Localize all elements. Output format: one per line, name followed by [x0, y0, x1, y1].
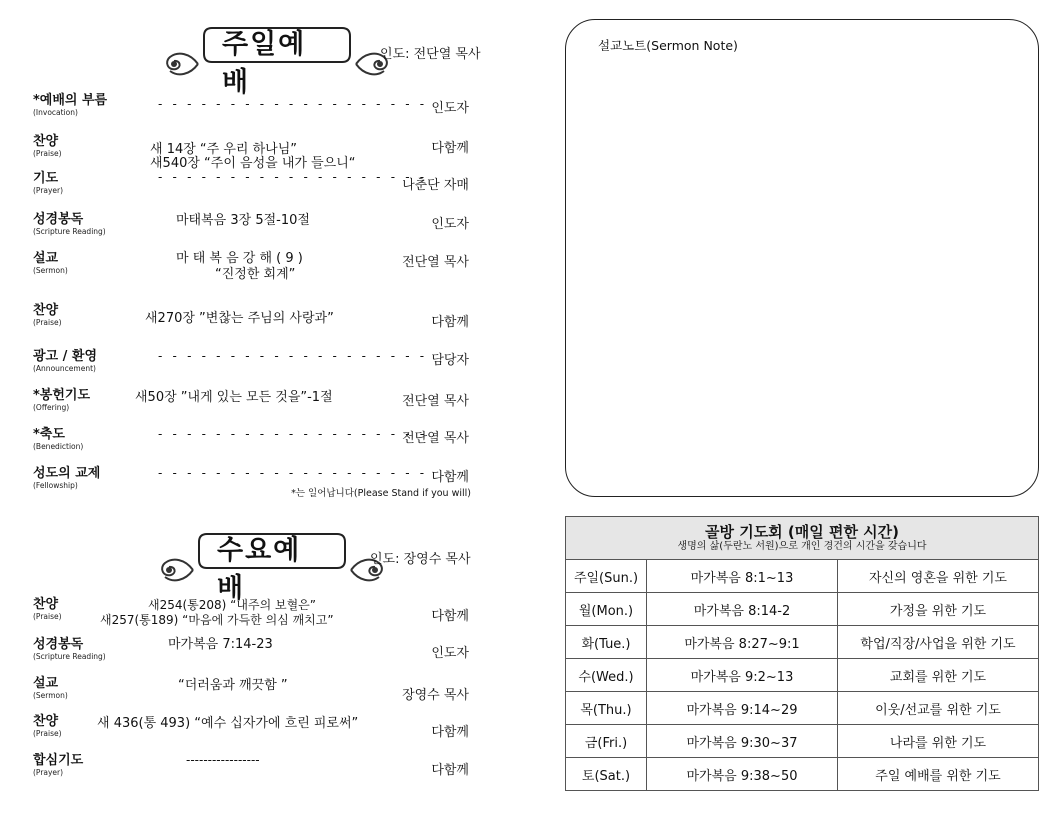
wednesday-item-person: 인도자: [431, 646, 469, 661]
table-row: [566, 725, 1039, 758]
sunday-item-name: 기도 (Prayer): [33, 171, 64, 195]
sunday-item-content: 새50장 ”내게 있는 모든 것을”-1절: [135, 390, 333, 405]
sunday-item-name: *예배의 부름 (Invocation): [33, 93, 108, 117]
sunday-item-name: 광고 / 환영 (Announcement): [33, 349, 98, 373]
sunday-item-content: 마 태 복 음 강 해 ( 9 ): [176, 251, 303, 266]
sunday-item-person: 나춘단 자매: [402, 178, 469, 193]
sunday-title: 주일예배: [222, 29, 307, 98]
wednesday-item-name: 성경봉독 (Scripture Reading): [33, 637, 106, 661]
day-cell: 월(Mon.): [566, 593, 647, 626]
wednesday-item-content: 새257(통189) “마음에 가득한 의심 깨치고”: [100, 613, 334, 627]
wednesday-item-content: -----------------: [186, 753, 260, 767]
sunday-item-content: - - - - - - - - - - - - - - - - - - -: [158, 427, 428, 441]
wednesday-item-person: 다함께: [431, 725, 469, 740]
sunday-item-person: 인도자: [431, 217, 469, 232]
flourish-left-icon: [155, 553, 197, 587]
sunday-item-content: 새540장 “주이 음성을 내가 들으니“: [150, 156, 356, 171]
wednesday-banner: [155, 532, 389, 608]
day-cell: 수(Wed.): [566, 659, 647, 692]
wednesday-title-frame: [197, 532, 347, 608]
passage-cell: 마가복음 9:30~37: [647, 725, 838, 758]
day-cell: 화(Tue.): [566, 626, 647, 659]
day-cell: 금(Fri.): [566, 725, 647, 758]
sunday-item-content: 마태복음 3장 5절-10절: [176, 213, 310, 228]
sunday-item-name: *축도 (Benediction): [33, 427, 84, 451]
table-row: [566, 692, 1039, 725]
wednesday-leader: 인도: 장영수 목사: [370, 552, 471, 567]
sunday-item-person: 전단열 목사: [402, 431, 469, 446]
wednesday-item-person: 다함께: [431, 763, 469, 778]
sunday-item-content: - - - - - - - - - - - - - - - - - - -: [158, 170, 428, 184]
wednesday-item-name: 설교 (Sermon): [33, 676, 68, 700]
sermon-note-title: 설교노트(Sermon Note): [598, 38, 738, 53]
wednesday-item-name: 찬양 (Praise): [33, 597, 62, 621]
sunday-item-content: 새 14장 “주 우리 하나님”: [150, 142, 298, 157]
topic-cell: 학업/직장/사업을 위한 기도: [838, 626, 1039, 659]
day-cell: 주일(Sun.): [566, 560, 647, 593]
sunday-banner: [160, 26, 394, 102]
sunday-item-name: 찬양 (Praise): [33, 303, 62, 327]
day-cell: 목(Thu.): [566, 692, 647, 725]
sunday-item-content: “진정한 회계”: [215, 267, 296, 282]
wednesday-item-content: 마가복음 7:14-23: [168, 637, 273, 652]
table-header-row: [566, 517, 1039, 560]
passage-cell: 마가복음 9:14~29: [647, 692, 838, 725]
topic-cell: 자신의 영혼을 위한 기도: [838, 560, 1039, 593]
sunday-item-name: *봉헌기도 (Offering): [33, 388, 91, 412]
table-row: [566, 593, 1039, 626]
sunday-item-content: - - - - - - - - - - - - - - - - - - -: [158, 349, 428, 363]
wednesday-item-name: 합심기도 (Prayer): [33, 753, 84, 777]
sunday-item-name: 성경봉독 (Scripture Reading): [33, 212, 106, 236]
wednesday-item-person: 다함께: [431, 609, 469, 624]
sunday-item-name: 설교 (Sermon): [33, 251, 68, 275]
wednesday-item-person: 장영수 목사: [402, 688, 469, 703]
prayer-title: 골방 기도회 (매일 편한 시간): [705, 522, 899, 541]
topic-cell: 주일 예배를 위한 기도: [838, 758, 1039, 791]
wednesday-item-name: 찬양 (Praise): [33, 714, 62, 738]
sunday-item-person: 다함께: [431, 470, 469, 485]
wednesday-item-content: “더러움과 깨끗함 ”: [178, 678, 288, 693]
passage-cell: 마가복음 9:2~13: [647, 659, 838, 692]
wednesday-item-content: 새254(통208) “내주의 보혈은”: [148, 598, 316, 612]
wednesday-item-content: 새 436(통 493) “예수 십자가에 흐린 피로써”: [97, 716, 359, 731]
table-row: [566, 560, 1039, 593]
passage-cell: 마가복음 8:14-2: [647, 593, 838, 626]
sunday-item-content: - - - - - - - - - - - - - - - - - - -: [158, 97, 428, 111]
passage-cell: 마가복음 9:38~50: [647, 758, 838, 791]
sunday-item-person: 전단열 목사: [402, 394, 469, 409]
prayer-subtitle: 생명의 삶(두란노 서원)으로 개인 경건의 시간을 갖습니다: [677, 540, 927, 552]
flourish-left-icon: [160, 47, 202, 81]
table-row: [566, 626, 1039, 659]
topic-cell: 가정을 위한 기도: [838, 593, 1039, 626]
passage-cell: 마가복음 8:27~9:1: [647, 626, 838, 659]
table-row: [566, 659, 1039, 692]
sunday-item-person: 인도자: [431, 101, 469, 116]
sunday-item-person: 다함께: [431, 141, 469, 156]
sunday-item-person: 담당자: [431, 353, 469, 368]
wednesday-title: 수요예배: [217, 535, 302, 604]
topic-cell: 나라를 위한 기도: [838, 725, 1039, 758]
day-cell: 토(Sat.): [566, 758, 647, 791]
stand-note: *는 일어납니다(Please Stand if you will): [291, 488, 471, 499]
sunday-item-name: 찬양 (Praise): [33, 134, 62, 158]
sermon-note-box[interactable]: [565, 19, 1039, 497]
passage-cell: 마가복음 8:1~13: [647, 560, 838, 593]
table-header-cell: [566, 517, 1039, 560]
sunday-title-frame: [202, 26, 352, 102]
sunday-item-person: 전단열 목사: [402, 255, 469, 270]
topic-cell: 이웃/선교를 위한 기도: [838, 692, 1039, 725]
sunday-item-content: 새270장 ”변찮는 주님의 사랑과”: [145, 311, 334, 326]
sunday-item-name: 성도의 교제 (Fellowship): [33, 466, 101, 490]
table-row: [566, 758, 1039, 791]
topic-cell: 교회를 위한 기도: [838, 659, 1039, 692]
sunday-leader: 인도: 전단열 목사: [380, 47, 481, 62]
sunday-item-person: 다함께: [431, 315, 469, 330]
prayer-schedule-table: [565, 516, 1039, 791]
sunday-item-content: - - - - - - - - - - - - - - - - - - -: [158, 466, 428, 480]
